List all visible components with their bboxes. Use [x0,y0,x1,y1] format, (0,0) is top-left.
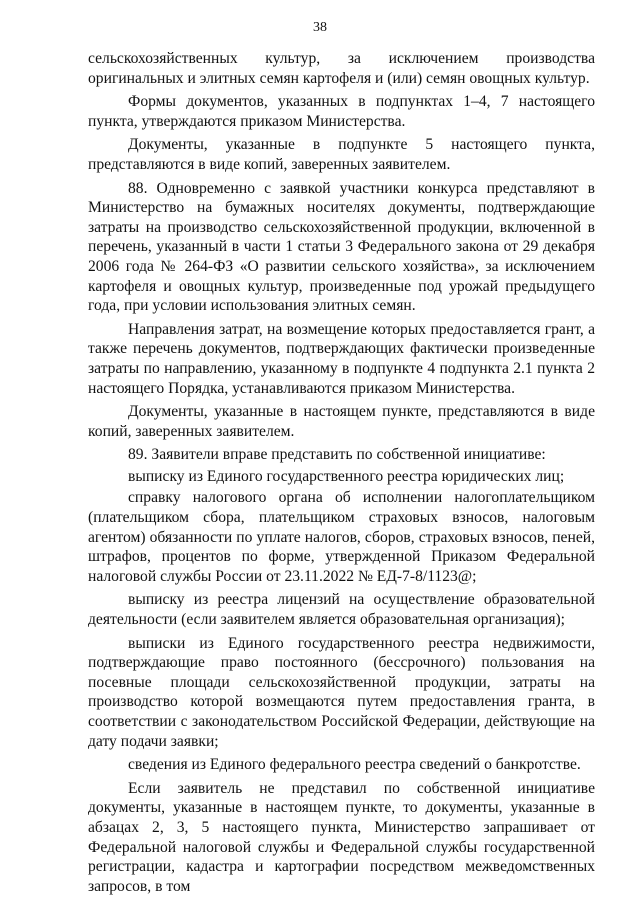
paragraph-88: 88. Одновременно с заявкой участники конкурса представляют в Министерство на бумажных носителях документы, подтверждающие затраты на производство сельскохозяйственной продукции, включенной в перечень, указанный в части 1 статьи 3 Федерального закона от 29 декабря 2006 года № 264-ФЗ «О развитии сельского хозяйства», за исключением картофеля и овощных культур, произведенные под урожай предыдущего года, при условии использования элитных семян. [88,179,595,315]
list-item-egrn: выписки из Единого государственного реестра недвижимости, подтверждающие право постоянного (бессрочного) пользования на посевные площади сельскохозяйственной продукции, затраты на производство которой возмещаются путем предоставления гранта, в соответствии с законодательством Российской Федерации, действующие на дату подачи заявки; [88,634,595,750]
paragraph-cost-directions: Направления затрат, на возмещение которых предоставляется грант, а также перечень документов, подтверждающих фактически произведенные затраты по направлению, указанному в подпункте 4 подпункта 2.1 пункта 2 настоящего Порядка, устанавливаются приказом Министерства. [88,320,595,397]
list-item-tax-certificate: справку налогового органа об исполнении налогоплательщиком (плательщиком сбора, плательщиком страховых взносов, налоговым агентом) обязанности по уплате налогов, сборов, страховых взносов, пеней, штрафов, процентов по форме, утвержденной Приказом Федеральной налоговой службы России от 23.11.2022 № ЕД-7-8/1123@; [88,489,595,585]
page-number: 38 [313,20,327,35]
paragraph-copies-2: Документы, указанные в настоящем пункте, представляются в виде копий, заверенных заявителем. [88,403,595,440]
list-item-egrul: выписку из Единого государственного реестра юридических лиц; [128,467,565,485]
paragraph-forms: Формы документов, указанных в подпунктах 1–4, 7 настоящего пункта, утверждаются приказом Министерства. [88,93,595,130]
document-body [88,49,595,900]
list-item-bankruptcy: сведения из Единого федерального реестра сведений о банкротстве. [128,756,581,774]
paragraph-copies: Документы, указанные в подпункте 5 настоящего пункта, представляются в виде копий, заверенных заявителем. [88,136,595,173]
paragraph-continuation: сельскохозяйственных культур, за исключением производства оригинальных и элитных семян картофеля и (или) семян овощных культур. [88,50,595,87]
list-item-license-registry: выписку из реестра лицензий на осуществление образовательной деятельности (если заявителем является образовательная организация); [88,591,595,629]
paragraph-89: 89. Заявители вправе представить по собственной инициативе: [128,446,546,464]
paragraph-interagency: Если заявитель не представил по собственной инициативе документы, указанные в настоящем пункте, то документы, указанные в абзацах 2, 3, 5 настоящего пункта, Министерство запрашивает от Федеральной налоговой службы и Федеральной службы государственной регистрации, кадастра и картографии посредством межведомственных запросов, в том [88,779,595,895]
